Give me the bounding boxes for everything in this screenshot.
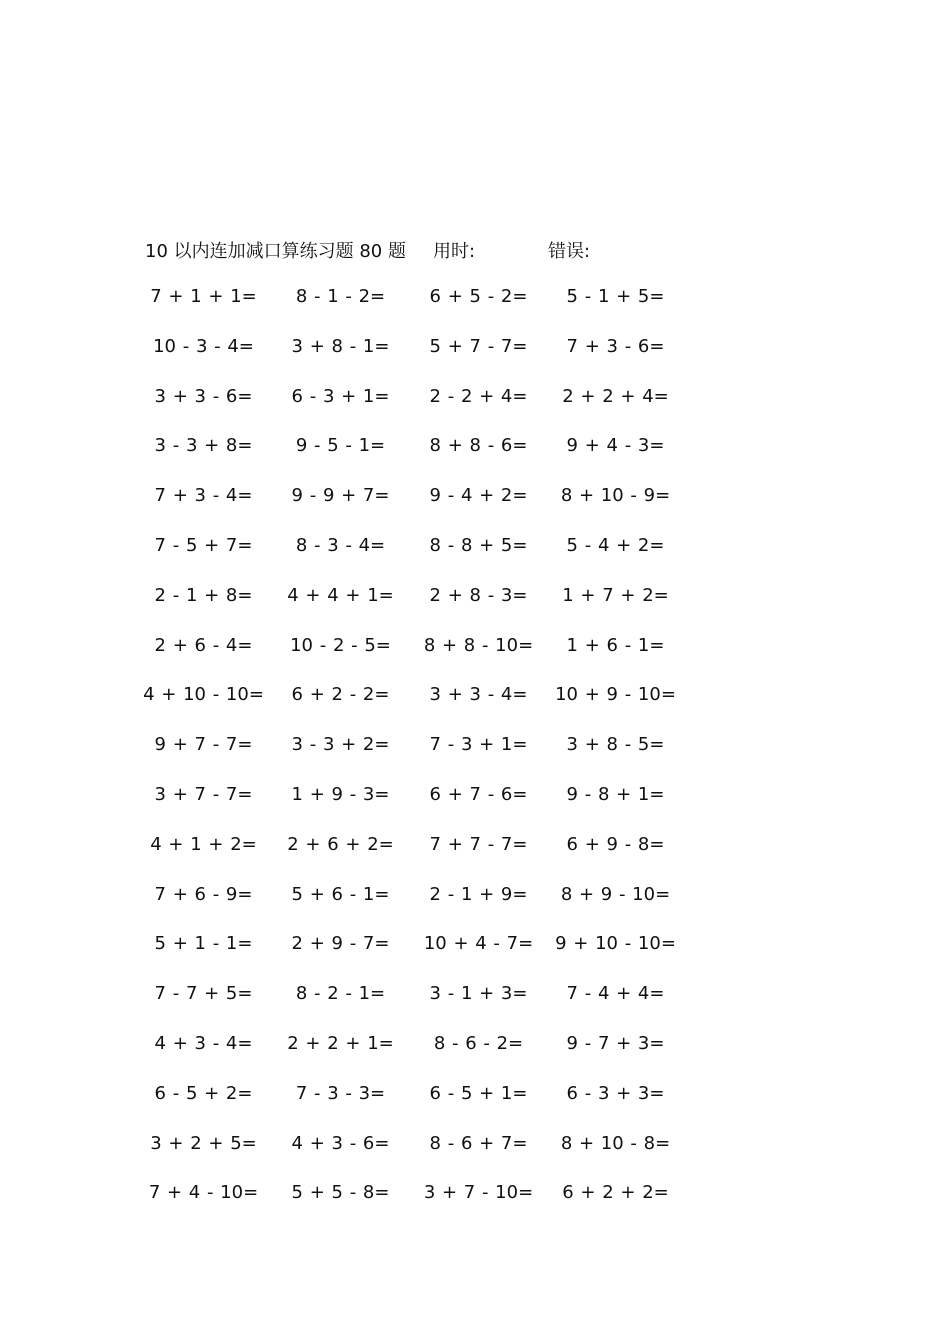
math-problem: 6 + 7 - 6= <box>429 783 528 805</box>
math-problem: 6 - 3 + 1= <box>291 385 390 407</box>
math-problem: 3 + 7 - 7= <box>154 783 253 805</box>
math-problem: 7 + 3 - 4= <box>154 485 253 507</box>
math-problem: 3 + 3 - 4= <box>429 684 528 706</box>
problem-row <box>0 336 950 386</box>
math-problem: 4 + 4 + 1= <box>287 584 394 606</box>
math-problem: 9 - 5 - 1= <box>295 435 386 457</box>
math-problem: 3 - 3 + 8= <box>154 435 253 457</box>
math-problem: 2 - 2 + 4= <box>429 385 528 407</box>
problem-row <box>0 684 950 734</box>
math-problem: 6 - 5 + 1= <box>429 1082 528 1104</box>
math-problem: 3 + 2 + 5= <box>150 1132 257 1154</box>
math-problem: 2 - 1 + 9= <box>429 883 528 905</box>
math-problem: 9 - 4 + 2= <box>429 485 528 507</box>
math-problem: 3 - 1 + 3= <box>429 983 528 1005</box>
problem-row <box>0 386 950 436</box>
math-problem: 3 - 3 + 2= <box>291 734 390 756</box>
math-problem: 7 - 7 + 5= <box>154 983 253 1005</box>
errors-label: 错误: <box>548 241 591 262</box>
math-problem: 2 + 8 - 3= <box>429 584 528 606</box>
problem-row <box>0 286 950 336</box>
math-problem: 6 + 2 - 2= <box>291 684 390 706</box>
problem-row <box>0 635 950 685</box>
math-problem: 7 + 3 - 6= <box>566 335 665 357</box>
problem-row <box>0 983 950 1033</box>
problem-row <box>0 834 950 884</box>
math-problem: 7 - 5 + 7= <box>154 534 253 556</box>
math-problem: 6 - 5 + 2= <box>154 1082 253 1104</box>
math-problem: 3 + 8 - 1= <box>291 335 390 357</box>
math-problem: 2 + 6 + 2= <box>287 833 394 855</box>
math-problem: 4 + 1 + 2= <box>150 833 257 855</box>
math-problem: 3 + 8 - 5= <box>566 734 665 756</box>
problem-row <box>0 933 950 983</box>
math-problem: 5 + 5 - 8= <box>291 1182 390 1204</box>
math-problem: 5 - 4 + 2= <box>566 534 665 556</box>
math-problem: 1 + 7 + 2= <box>562 584 669 606</box>
problem-row <box>0 435 950 485</box>
math-problem: 7 - 3 - 3= <box>295 1082 386 1104</box>
math-problem: 9 + 4 - 3= <box>566 435 665 457</box>
math-problem: 4 + 3 - 6= <box>291 1132 390 1154</box>
math-problem: 8 - 6 - 2= <box>433 1032 524 1054</box>
math-problem: 7 + 7 - 7= <box>429 833 528 855</box>
problem-grid <box>0 286 950 1232</box>
problem-row <box>0 585 950 635</box>
problem-row <box>0 884 950 934</box>
problem-row <box>0 1182 950 1232</box>
math-problem: 8 + 10 - 9= <box>560 485 671 507</box>
math-problem: 8 + 8 - 6= <box>429 435 528 457</box>
time-label: 用时: <box>433 241 476 262</box>
math-problem: 1 + 9 - 3= <box>291 783 390 805</box>
math-problem: 2 + 9 - 7= <box>291 933 390 955</box>
math-problem: 5 + 7 - 7= <box>429 335 528 357</box>
math-problem: 2 + 2 + 4= <box>562 385 669 407</box>
math-problem: 7 + 1 + 1= <box>150 286 257 307</box>
math-problem: 3 + 7 - 10= <box>423 1182 534 1204</box>
math-problem: 2 + 2 + 1= <box>287 1032 394 1054</box>
math-problem: 6 + 9 - 8= <box>566 833 665 855</box>
math-problem: 8 + 8 - 10= <box>423 634 534 656</box>
problem-row <box>0 485 950 535</box>
problem-row <box>0 1083 950 1133</box>
math-problem: 4 + 3 - 4= <box>154 1032 253 1054</box>
math-problem: 8 - 6 + 7= <box>429 1132 528 1154</box>
math-problem: 4 + 10 - 10= <box>143 684 264 706</box>
math-problem: 10 + 4 - 7= <box>423 933 534 955</box>
math-problem: 10 + 9 - 10= <box>555 684 676 706</box>
math-problem: 9 - 8 + 1= <box>566 783 665 805</box>
math-problem: 10 - 2 - 5= <box>290 634 391 656</box>
math-problem: 7 - 4 + 4= <box>566 983 665 1005</box>
math-problem: 6 + 2 + 2= <box>562 1182 669 1204</box>
math-problem: 8 - 2 - 1= <box>295 983 386 1005</box>
math-problem: 9 + 7 - 7= <box>154 734 253 756</box>
math-problem: 2 - 1 + 8= <box>154 584 253 606</box>
math-problem: 3 + 3 - 6= <box>154 385 253 407</box>
math-problem: 7 + 6 - 9= <box>154 883 253 905</box>
problem-row <box>0 734 950 784</box>
math-problem: 1 + 6 - 1= <box>566 634 665 656</box>
math-problem: 6 + 5 - 2= <box>429 286 528 307</box>
math-problem: 5 + 1 - 1= <box>154 933 253 955</box>
math-problem: 9 + 10 - 10= <box>555 933 676 955</box>
worksheet-title: 10 以内连加减口算练习题 80 题 <box>145 241 406 262</box>
problem-row <box>0 784 950 834</box>
math-problem: 7 + 4 - 10= <box>148 1182 259 1204</box>
math-problem: 2 + 6 - 4= <box>154 634 253 656</box>
math-problem: 8 + 9 - 10= <box>560 883 671 905</box>
problem-row <box>0 1133 950 1183</box>
math-problem: 7 - 3 + 1= <box>429 734 528 756</box>
worksheet-header <box>0 237 950 265</box>
problem-row <box>0 535 950 585</box>
math-problem: 5 + 6 - 1= <box>291 883 390 905</box>
math-problem: 8 - 3 - 4= <box>295 534 386 556</box>
math-problem: 8 - 8 + 5= <box>429 534 528 556</box>
math-problem: 6 - 3 + 3= <box>566 1082 665 1104</box>
math-problem: 9 - 9 + 7= <box>291 485 390 507</box>
math-problem: 8 + 10 - 8= <box>560 1132 671 1154</box>
math-problem: 10 - 3 - 4= <box>153 335 254 357</box>
problem-row <box>0 1033 950 1083</box>
math-problem: 9 - 7 + 3= <box>566 1032 665 1054</box>
math-problem: 5 - 1 + 5= <box>566 286 665 307</box>
math-problem: 8 - 1 - 2= <box>295 286 386 307</box>
